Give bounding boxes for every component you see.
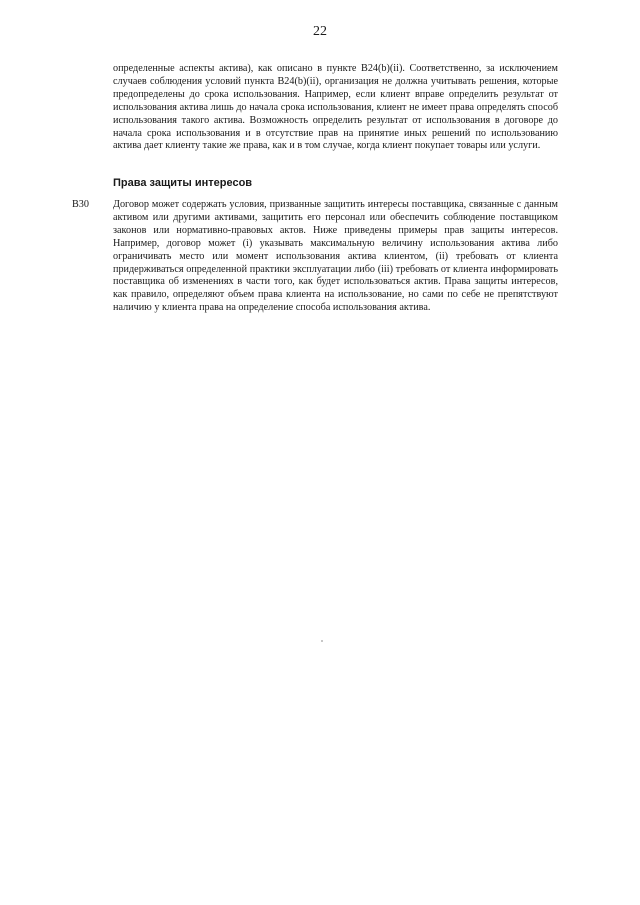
paragraph-b30-text: Договор может содержать условия, призванные защитить интересы поставщика, связанные с данным активом или другими активами, защитить его персонал или обеспечить соблюдение поставщиком законов или нормативно-правовых актов. Ниже приведены примеры прав защиты интересов. Например, договор может (i) указывать максимальную величину использования актива либо ограничивать место или момент использования актива клиентом, (ii) требовать от клиента придерживаться определенной практики эксплуатации либо (iii) требовать от клиента информировать поставщика об изменениях в части того, как будет использоваться актив. Права защиты интересов, как правило, определяют объем права клиента на использование, но сами по себе не препятствуют наличию у клиента права на определение способа использования актива. [113, 199, 558, 314]
paragraph-label: B30 [72, 199, 89, 210]
page-number: 22 [313, 24, 327, 39]
section-heading: Права защиты интересов [113, 177, 253, 189]
intro-paragraph: определенные аспекты актива), как описано в пункте B24(b)(ii). Соответственно, за исключением случаев соблюдения условий пункта B24(b)(ii), организация не должна учитывать решения, которые предопределены до срока использования. Например, если клиент вправе определить результат от использования актива лишь до начала срока использования, клиент не имеет права определять способ использования такого актива. Возможность определить результат от использования в договоре до начала срока использования и в отсутствие прав на принятие иных решений по использованию актива дает клиенту такие же права, как и в том случае, когда клиент покупает товары или услуги. [113, 63, 558, 152]
scan-speck [321, 640, 323, 642]
